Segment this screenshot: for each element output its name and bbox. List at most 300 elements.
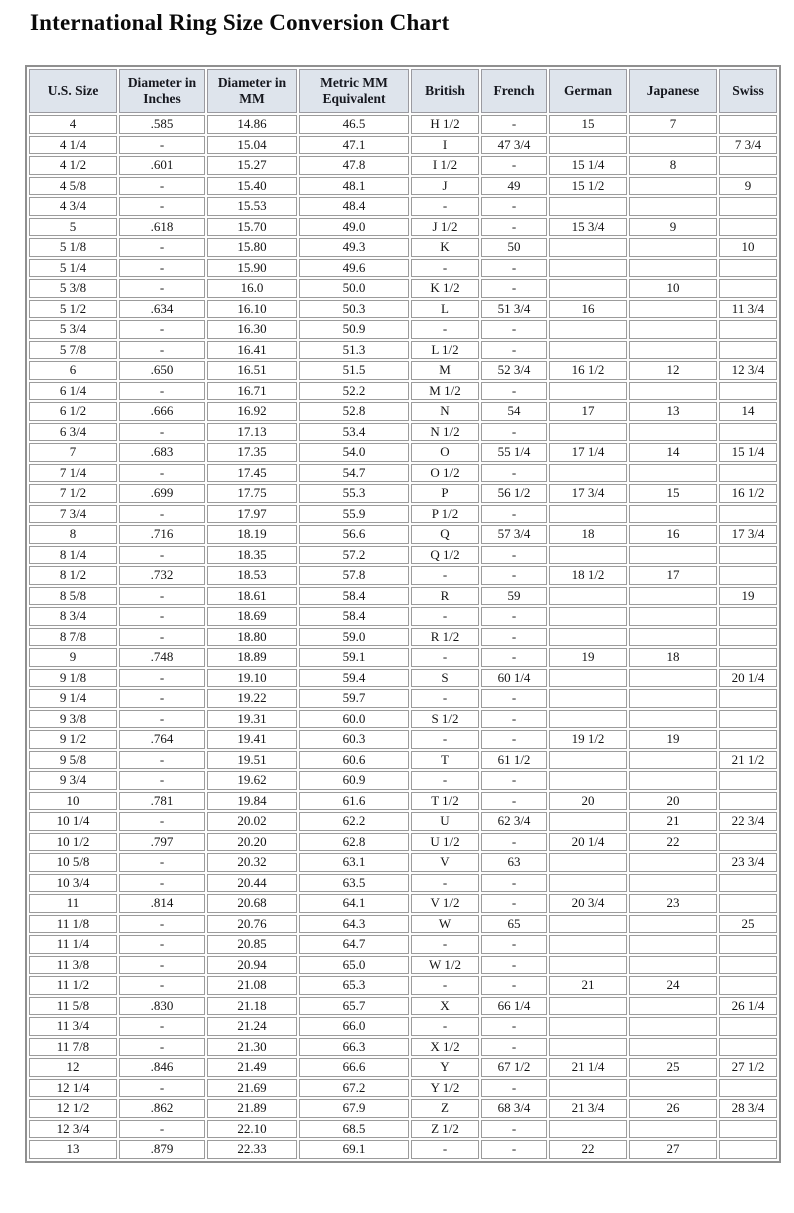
table-cell [549,341,627,360]
table-cell: 22 [629,833,717,852]
table-cell: 51.3 [299,341,409,360]
table-cell: N 1/2 [411,423,479,442]
table-cell: O 1/2 [411,464,479,483]
table-cell: 18.80 [207,628,297,647]
table-cell: 57 3/4 [481,525,547,544]
table-cell: .781 [119,792,205,811]
table-cell: .618 [119,218,205,237]
table-cell: 64.1 [299,894,409,913]
table-cell: 8 1/4 [29,546,117,565]
table-cell: K 1/2 [411,279,479,298]
table-row [29,1079,777,1098]
table-cell: - [119,956,205,975]
table-cell: 50.3 [299,300,409,319]
table-cell [719,546,777,565]
table-cell: .732 [119,566,205,585]
table-cell [629,935,717,954]
table-cell: 18.69 [207,607,297,626]
table-cell: - [119,874,205,893]
column-header-4: British [411,69,479,113]
table-body [29,115,777,1159]
table-cell: .650 [119,361,205,380]
table-row [29,320,777,339]
table-cell: 6 3/4 [29,423,117,442]
table-cell: - [481,956,547,975]
table-cell: 60.0 [299,710,409,729]
table-cell: 7 1/4 [29,464,117,483]
table-row [29,976,777,995]
table-cell: 17 3/4 [549,484,627,503]
table-cell [719,1120,777,1139]
table-cell: I [411,136,479,155]
table-cell [549,751,627,770]
table-cell: - [119,259,205,278]
table-cell [719,279,777,298]
table-cell: 67.2 [299,1079,409,1098]
table-cell: 18.53 [207,566,297,585]
table-row [29,1120,777,1139]
table-row [29,423,777,442]
table-cell: S 1/2 [411,710,479,729]
table-cell: 59.0 [299,628,409,647]
table-cell: 9 [29,648,117,667]
table-cell [549,505,627,524]
table-cell: V [411,853,479,872]
table-cell: 53.4 [299,423,409,442]
table-cell: 11 3/4 [29,1017,117,1036]
table-cell [719,566,777,585]
table-cell: 51 3/4 [481,300,547,319]
table-row [29,710,777,729]
table-cell: .699 [119,484,205,503]
table-cell: 50.9 [299,320,409,339]
table-cell: .830 [119,997,205,1016]
table-cell: 61.6 [299,792,409,811]
table-cell: 8 3/4 [29,607,117,626]
table-cell: 5 3/8 [29,279,117,298]
table-row [29,956,777,975]
table-cell: - [119,689,205,708]
table-row [29,1038,777,1057]
table-cell: 28 3/4 [719,1099,777,1118]
table-cell: L 1/2 [411,341,479,360]
table-cell: 65 [481,915,547,934]
table-cell: .814 [119,894,205,913]
table-cell: .879 [119,1140,205,1159]
table-cell: - [411,771,479,790]
table-cell: 21 1/2 [719,751,777,770]
table-cell [629,874,717,893]
table-cell: 5 [29,218,117,237]
table-cell: 15.04 [207,136,297,155]
table-cell: - [481,771,547,790]
table-cell: - [119,628,205,647]
table-cell: 14 [719,402,777,421]
table-cell: - [481,505,547,524]
table-row [29,115,777,134]
table-cell: - [481,156,547,175]
table-cell: 20.68 [207,894,297,913]
column-header-5: French [481,69,547,113]
table-cell: 60.3 [299,730,409,749]
table-cell: - [481,115,547,134]
table-cell: .862 [119,1099,205,1118]
table-cell: - [119,279,205,298]
table-cell: 16 1/2 [549,361,627,380]
table-cell: .716 [119,525,205,544]
table-cell: 14 [629,443,717,462]
table-cell [549,1038,627,1057]
table-cell [629,1120,717,1139]
table-cell: - [411,566,479,585]
table-row [29,730,777,749]
table-row [29,546,777,565]
table-cell [719,935,777,954]
table-cell: 57.8 [299,566,409,585]
table-cell [719,218,777,237]
table-cell: 6 1/4 [29,382,117,401]
table-row [29,997,777,1016]
table-cell: 68 3/4 [481,1099,547,1118]
table-cell: L [411,300,479,319]
table-cell [549,423,627,442]
table-row [29,259,777,278]
table-cell [549,197,627,216]
table-cell: 20.20 [207,833,297,852]
table-cell: 21.08 [207,976,297,995]
table-cell [719,259,777,278]
table-cell: - [481,259,547,278]
table-cell: 66.3 [299,1038,409,1057]
table-cell: 64.3 [299,915,409,934]
table-cell [549,710,627,729]
table-cell: 4 1/2 [29,156,117,175]
table-cell: 67 1/2 [481,1058,547,1077]
table-cell: - [481,546,547,565]
table-cell: 26 1/4 [719,997,777,1016]
table-cell: 20 3/4 [549,894,627,913]
table-cell: .797 [119,833,205,852]
table-cell [719,607,777,626]
table-cell: - [119,238,205,257]
table-row [29,279,777,298]
table-cell: 21 1/4 [549,1058,627,1077]
table-cell [719,771,777,790]
table-cell: 15 1/2 [549,177,627,196]
table-cell [629,1038,717,1057]
table-cell: 57.2 [299,546,409,565]
table-header [29,69,777,113]
table-cell: 67.9 [299,1099,409,1118]
table-cell: - [481,710,547,729]
table-cell: 60.6 [299,751,409,770]
table-cell: U 1/2 [411,833,479,852]
table-cell: J [411,177,479,196]
table-cell [719,1079,777,1098]
table-cell: - [481,648,547,667]
table-cell [629,710,717,729]
table-cell [629,505,717,524]
table-cell: 62 3/4 [481,812,547,831]
table-cell: 16.10 [207,300,297,319]
table-cell: 9 [629,218,717,237]
table-cell: Q [411,525,479,544]
table-cell: Z [411,1099,479,1118]
table-cell: Q 1/2 [411,546,479,565]
table-cell: 27 [629,1140,717,1159]
table-cell: 7 [629,115,717,134]
table-cell: 8 [629,156,717,175]
table-row [29,792,777,811]
table-cell: 19 1/2 [549,730,627,749]
table-cell: 21 [629,812,717,831]
table-cell: W 1/2 [411,956,479,975]
table-cell: 10 [719,238,777,257]
table-cell: 13 [629,402,717,421]
table-cell: R 1/2 [411,628,479,647]
table-cell: 15.70 [207,218,297,237]
table-cell: - [119,915,205,934]
table-row [29,648,777,667]
table-cell: - [481,1140,547,1159]
table-cell: M [411,361,479,380]
table-cell: 4 5/8 [29,177,117,196]
table-cell: 59.4 [299,669,409,688]
table-cell: 16 [549,300,627,319]
table-cell: 12 1/4 [29,1079,117,1098]
ring-size-conversion-table [25,65,781,1163]
table-cell [629,259,717,278]
table-cell [549,874,627,893]
table-cell: 47 3/4 [481,136,547,155]
table-row [29,1017,777,1036]
table-cell [549,1079,627,1098]
table-row [29,177,777,196]
table-cell: .764 [119,730,205,749]
table-cell: 17.35 [207,443,297,462]
table-cell: J 1/2 [411,218,479,237]
table-cell: 15 [549,115,627,134]
table-cell: 16.51 [207,361,297,380]
table-row [29,156,777,175]
table-cell: 19.22 [207,689,297,708]
table-cell: 26 [629,1099,717,1118]
table-cell: 22.33 [207,1140,297,1159]
table-cell: 11 1/4 [29,935,117,954]
column-header-2: Diameter in MM [207,69,297,113]
table-cell: 56 1/2 [481,484,547,503]
table-cell: 17.75 [207,484,297,503]
table-cell [549,259,627,278]
table-cell: - [411,1140,479,1159]
table-cell: 21.24 [207,1017,297,1036]
table-cell: 12 [29,1058,117,1077]
table-cell: 48.1 [299,177,409,196]
table-cell [629,771,717,790]
table-cell: 7 3/4 [29,505,117,524]
table-cell: 21.18 [207,997,297,1016]
table-row [29,915,777,934]
table-cell: Y [411,1058,479,1077]
table-cell: - [119,587,205,606]
table-cell: 21.69 [207,1079,297,1098]
table-cell: 48.4 [299,197,409,216]
table-cell: 11 7/8 [29,1038,117,1057]
table-cell: - [481,976,547,995]
table-cell: - [119,197,205,216]
table-cell: 5 7/8 [29,341,117,360]
table-cell [549,935,627,954]
table-cell: 4 [29,115,117,134]
table-cell: 16.30 [207,320,297,339]
table-cell [719,423,777,442]
table-cell [629,997,717,1016]
table-cell [549,546,627,565]
table-cell [719,792,777,811]
table-cell: .748 [119,648,205,667]
table-cell: 17 3/4 [719,525,777,544]
table-cell: 15 1/4 [549,156,627,175]
table-row [29,1140,777,1159]
table-cell: 60 1/4 [481,669,547,688]
table-cell [629,751,717,770]
table-row [29,484,777,503]
table-cell: - [119,976,205,995]
table-cell: 19.41 [207,730,297,749]
table-cell: - [481,833,547,852]
table-cell [549,689,627,708]
table-cell: - [411,874,479,893]
table-cell: 20.76 [207,915,297,934]
table-cell: 11 [29,894,117,913]
table-cell: 66 1/4 [481,997,547,1016]
table-cell: - [481,628,547,647]
table-cell: - [119,1079,205,1098]
table-cell: - [481,689,547,708]
table-cell [719,1140,777,1159]
table-cell [719,976,777,995]
table-cell: 21.89 [207,1099,297,1118]
table-cell: - [481,894,547,913]
table-cell: N [411,402,479,421]
table-cell: 5 1/4 [29,259,117,278]
table-cell: 17 [549,402,627,421]
table-cell: 66.6 [299,1058,409,1077]
table-cell: 10 1/2 [29,833,117,852]
table-cell: 15.27 [207,156,297,175]
table-cell: 8 5/8 [29,587,117,606]
table-cell: T 1/2 [411,792,479,811]
table-row [29,833,777,852]
table-cell [629,423,717,442]
table-cell: 23 3/4 [719,853,777,872]
table-cell: 19.31 [207,710,297,729]
column-header-6: German [549,69,627,113]
table-cell: 17.97 [207,505,297,524]
table-cell: T [411,751,479,770]
table-cell: - [119,853,205,872]
table-cell [549,320,627,339]
table-cell: - [481,1017,547,1036]
table-cell: - [119,771,205,790]
table-cell: 18.89 [207,648,297,667]
table-cell: 22 3/4 [719,812,777,831]
table-cell [629,1079,717,1098]
table-cell: 11 1/8 [29,915,117,934]
table-cell [549,136,627,155]
table-cell: 49.6 [299,259,409,278]
table-cell [629,689,717,708]
table-cell: 47.8 [299,156,409,175]
table-cell: R [411,587,479,606]
table-cell: 51.5 [299,361,409,380]
table-cell: 10 5/8 [29,853,117,872]
table-cell: 11 3/4 [719,300,777,319]
table-cell [719,730,777,749]
table-cell: - [119,464,205,483]
table-cell: 9 [719,177,777,196]
header-row [29,69,777,113]
table-cell: - [119,320,205,339]
table-cell: 22.10 [207,1120,297,1139]
table-cell: V 1/2 [411,894,479,913]
table-row [29,464,777,483]
table-cell: 9 3/4 [29,771,117,790]
table-cell: 7 3/4 [719,136,777,155]
table-cell: O [411,443,479,462]
table-cell: 21 3/4 [549,1099,627,1118]
table-cell: 20 [549,792,627,811]
table-cell [719,689,777,708]
table-cell [629,320,717,339]
table-cell: 52 3/4 [481,361,547,380]
table-cell: 12 [629,361,717,380]
table-row [29,771,777,790]
table-cell: - [481,792,547,811]
table-cell: 58.4 [299,607,409,626]
table-cell: 9 3/8 [29,710,117,729]
table-cell: 8 7/8 [29,628,117,647]
table-cell: - [481,423,547,442]
table-cell: 20.44 [207,874,297,893]
table-cell: 17.45 [207,464,297,483]
table-cell: - [411,935,479,954]
table-cell: 62.8 [299,833,409,852]
table-cell: 7 1/2 [29,484,117,503]
table-cell: 15.90 [207,259,297,278]
table-cell [719,382,777,401]
table-cell: 12 1/2 [29,1099,117,1118]
table-cell: 18 1/2 [549,566,627,585]
table-cell: 62.2 [299,812,409,831]
table-cell: 19.51 [207,751,297,770]
table-cell: X 1/2 [411,1038,479,1057]
table-cell: 5 3/4 [29,320,117,339]
table-cell: 18.61 [207,587,297,606]
table-cell [719,1017,777,1036]
table-cell: - [481,935,547,954]
table-cell [549,915,627,934]
table-cell [549,587,627,606]
table-cell [629,915,717,934]
table-cell [549,628,627,647]
table-row [29,361,777,380]
table-cell: - [481,279,547,298]
table-cell: - [119,1017,205,1036]
table-cell: 4 1/4 [29,136,117,155]
table-cell: 16.71 [207,382,297,401]
table-cell: 9 1/8 [29,669,117,688]
